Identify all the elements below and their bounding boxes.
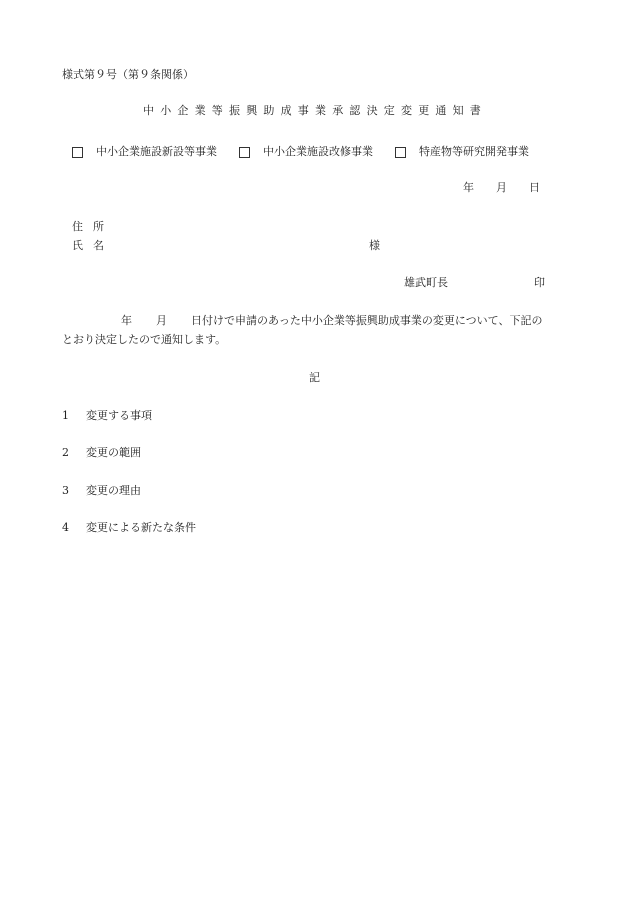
date-day-label: 日 xyxy=(529,181,540,194)
checkbox-specialty-research[interactable] xyxy=(395,145,529,159)
seal-mark: 印 xyxy=(534,276,545,289)
list-item xyxy=(62,409,152,423)
issue-date xyxy=(463,181,540,195)
body-text: 日付けで申請のあった中小企業等振興助成事業の変更について、下記の xyxy=(191,314,543,327)
issuer-title: 雄武町長 xyxy=(404,276,448,289)
checkbox-square-icon[interactable] xyxy=(395,147,406,158)
checkbox-label: 中小企業施設新設等事業 xyxy=(96,145,217,158)
checkbox-label: 特産物等研究開発事業 xyxy=(419,145,529,158)
address-label: 住所 xyxy=(72,220,114,233)
note-heading: 記 xyxy=(309,371,320,384)
business-type-checkboxes xyxy=(72,145,529,159)
item-number: 2 xyxy=(62,446,69,459)
body-text-line-2: とおり決定したので通知します。 xyxy=(62,333,227,346)
body-month-label: 月 xyxy=(156,314,167,327)
checkbox-square-icon[interactable] xyxy=(72,147,83,158)
checkbox-square-icon[interactable] xyxy=(239,147,250,158)
name-label: 氏名 xyxy=(72,239,114,252)
checkbox-facility-new[interactable] xyxy=(72,145,217,159)
document-title: 中小企業等振興助成事業承認決定変更通知書 xyxy=(143,104,487,117)
form-number: 様式第９号（第９条関係） xyxy=(62,68,194,81)
item-number: 1 xyxy=(62,409,69,422)
date-month-label: 月 xyxy=(496,181,507,194)
item-label: 変更の理由 xyxy=(86,484,141,497)
honorific: 様 xyxy=(369,239,380,252)
body-text-line-1 xyxy=(121,314,542,328)
checkbox-label: 中小企業施設改修事業 xyxy=(263,145,373,158)
item-label: 変更の範囲 xyxy=(86,446,141,459)
item-label: 変更による新たな条件 xyxy=(86,521,196,534)
body-year-label: 年 xyxy=(121,314,132,327)
checkbox-facility-renovation[interactable] xyxy=(239,145,373,159)
item-number: 4 xyxy=(62,521,69,534)
list-item xyxy=(62,484,141,498)
item-label: 変更する事項 xyxy=(86,409,152,422)
date-year-label: 年 xyxy=(463,181,474,194)
list-item xyxy=(62,521,196,535)
item-number: 3 xyxy=(62,484,69,497)
list-item xyxy=(62,446,141,460)
